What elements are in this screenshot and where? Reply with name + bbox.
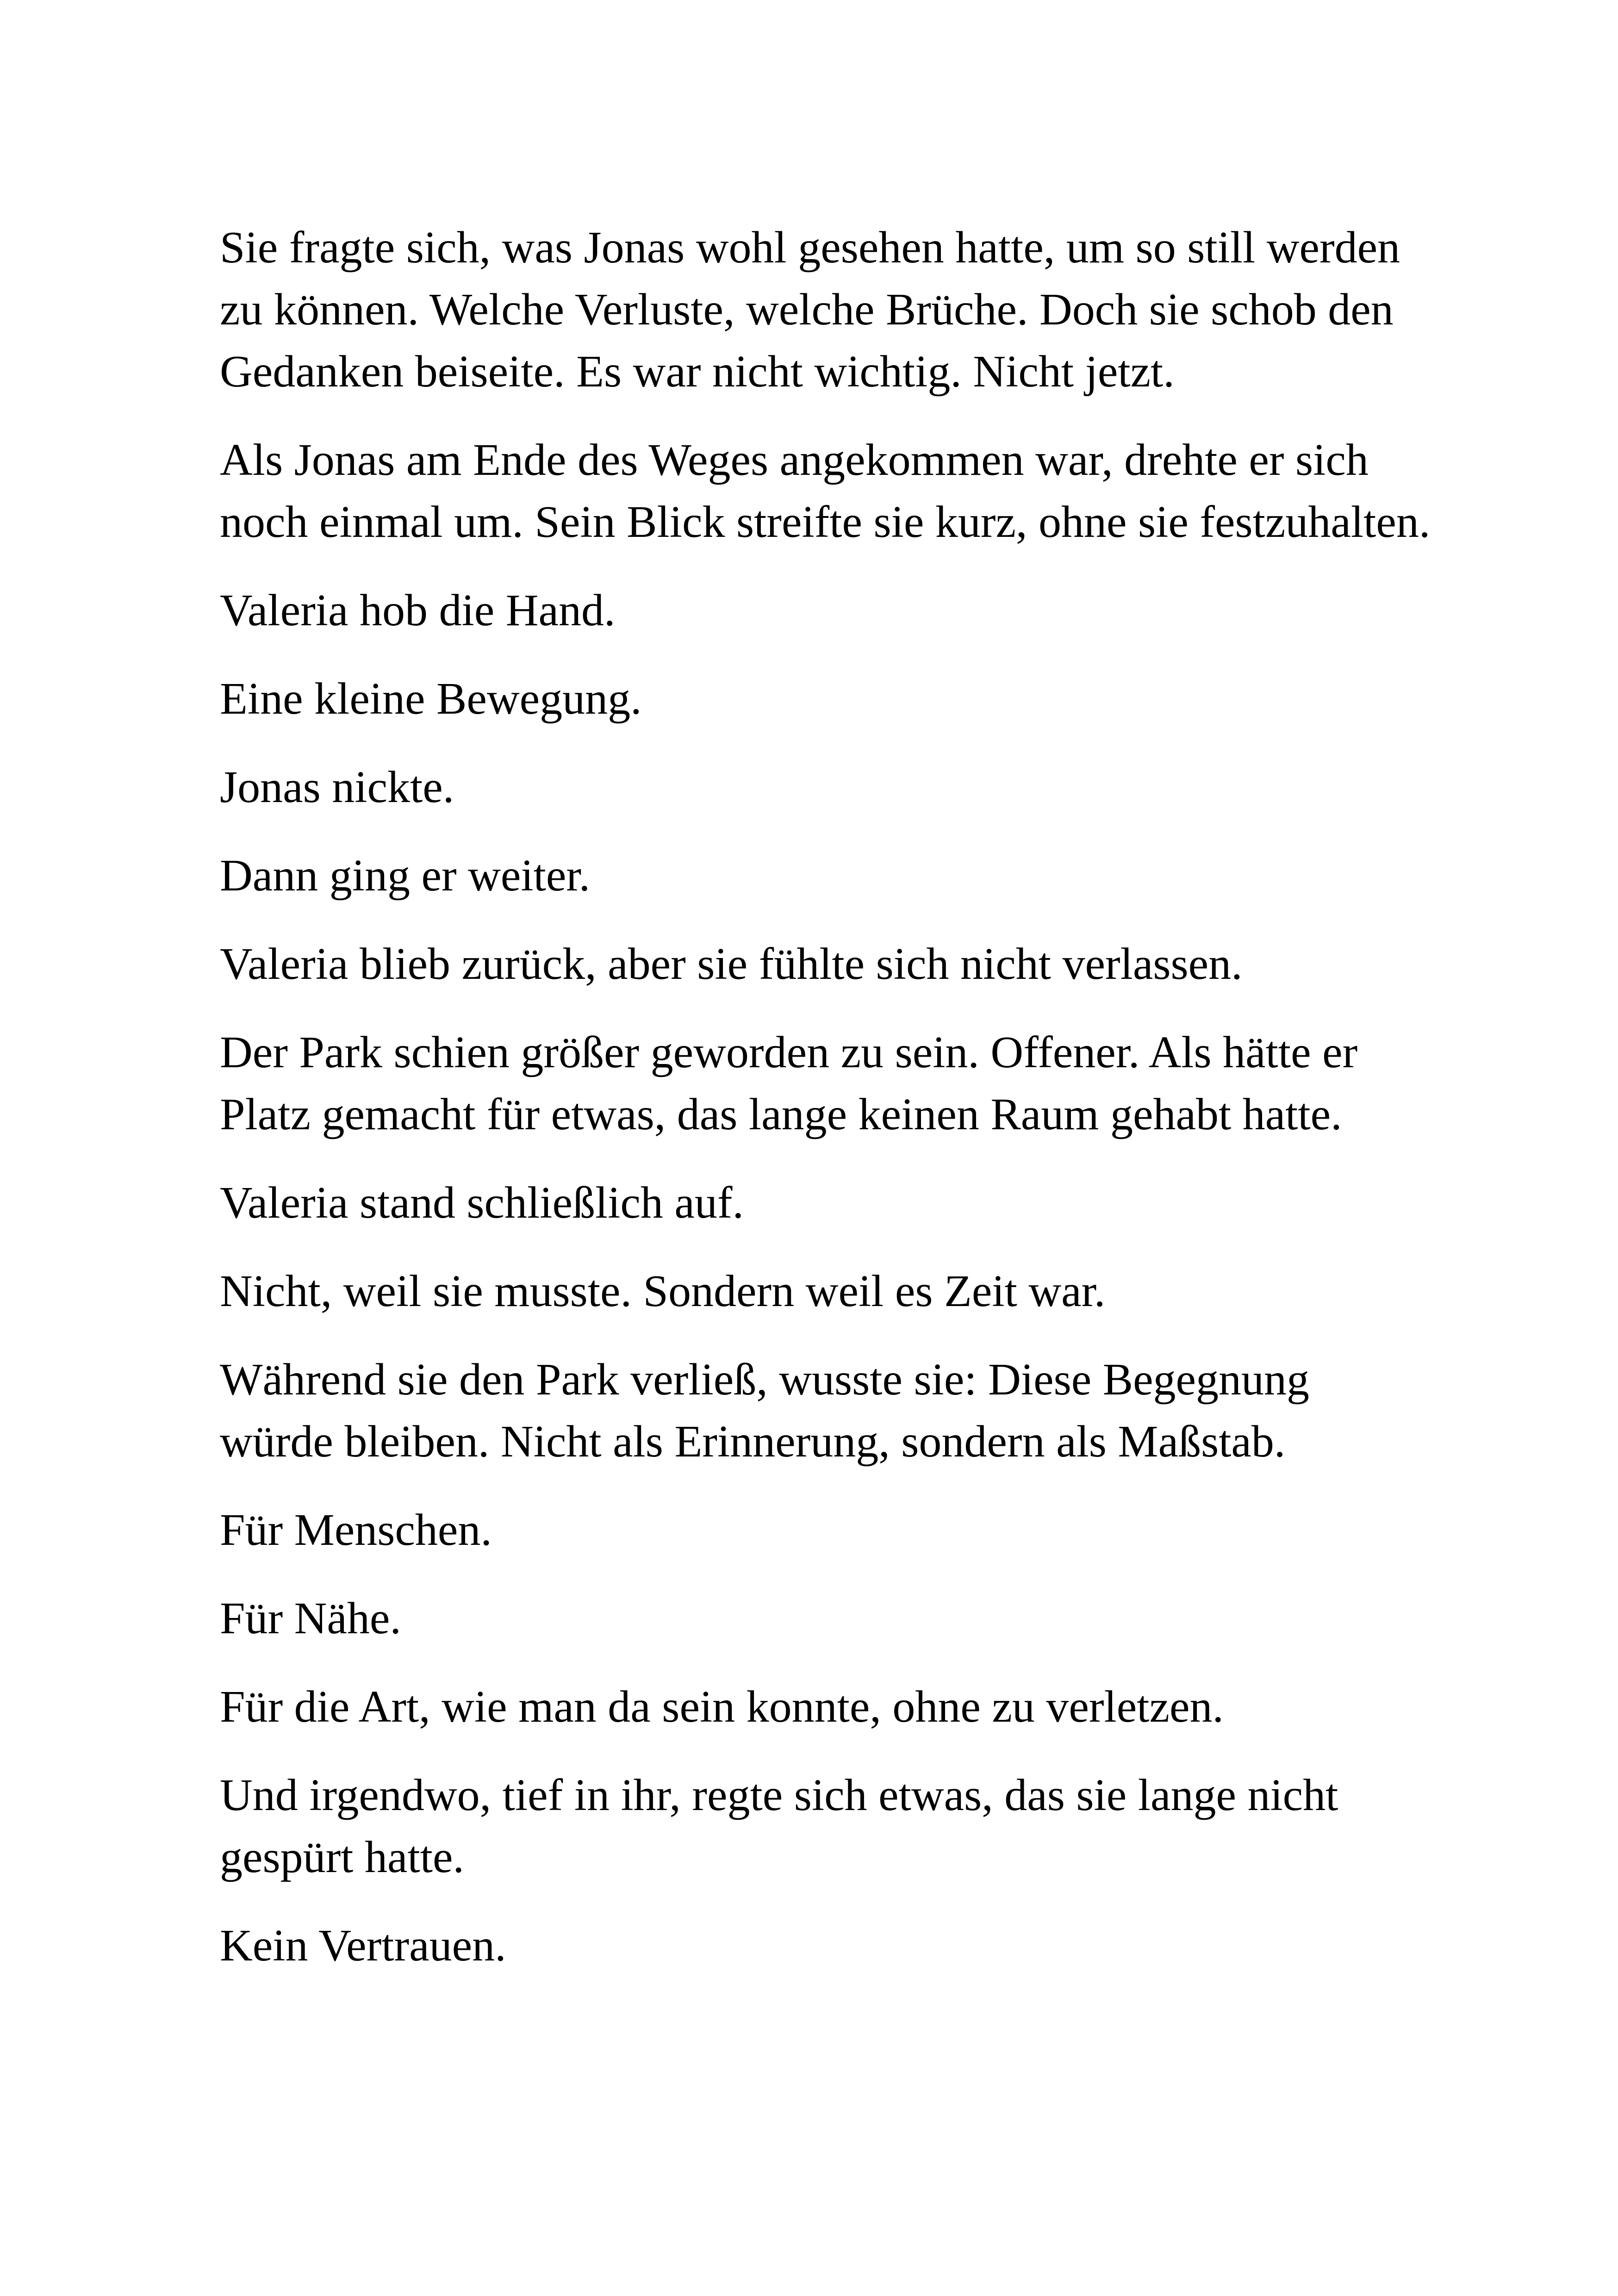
paragraph-5: Jonas nickte.: [220, 762, 454, 812]
paragraph-11: Während sie den Park verließ, wusste sie: Diese Begegnung würde bleiben. Nicht als Erinnerung, sondern als Maßstab.: [220, 1355, 1310, 1467]
paragraph-10: Nicht, weil sie musste. Sondern weil es Zeit war.: [220, 1266, 1106, 1316]
paragraph-13: Für Nähe.: [220, 1593, 401, 1643]
paragraph-6: Dann ging er weiter.: [220, 851, 591, 901]
paragraph-7: Valeria blieb zurück, aber sie fühlte sich nicht verlassen.: [220, 939, 1243, 989]
paragraph-1: Sie fragte sich, was Jonas wohl gesehen hatte, um so still werden zu können. Welche Verluste, welche Brüche. Doch sie schob den Gedanken beiseite. Es war nicht wichtig. Nicht jetzt.: [220, 223, 1400, 397]
paragraph-14: Für die Art, wie man da sein konnte, ohne zu verletzen.: [220, 1682, 1224, 1732]
paragraph-2: Als Jonas am Ende des Weges angekommen war, drehte er sich noch einmal um. Sein Blick streifte sie kurz, ohne sie festzuhalten.: [220, 435, 1431, 547]
paragraph-8: Der Park schien größer geworden zu sein. Offener. Als hätte er Platz gemacht für etwas, das lange keinen Raum gehabt hatte.: [220, 1027, 1358, 1139]
paragraph-16: Kein Vertrauen.: [220, 1921, 506, 1971]
paragraph-3: Valeria hob die Hand.: [220, 585, 616, 635]
body-text: [220, 217, 1432, 2003]
paragraph-15: Und irgendwo, tief in ihr, regte sich etwas, das sie lange nicht gespürt hatte.: [220, 1770, 1338, 1882]
paragraph-9: Valeria stand schließlich auf.: [220, 1178, 744, 1228]
paragraph-4: Eine kleine Bewegung.: [220, 674, 642, 724]
paragraph-12: Für Menschen.: [220, 1505, 492, 1555]
